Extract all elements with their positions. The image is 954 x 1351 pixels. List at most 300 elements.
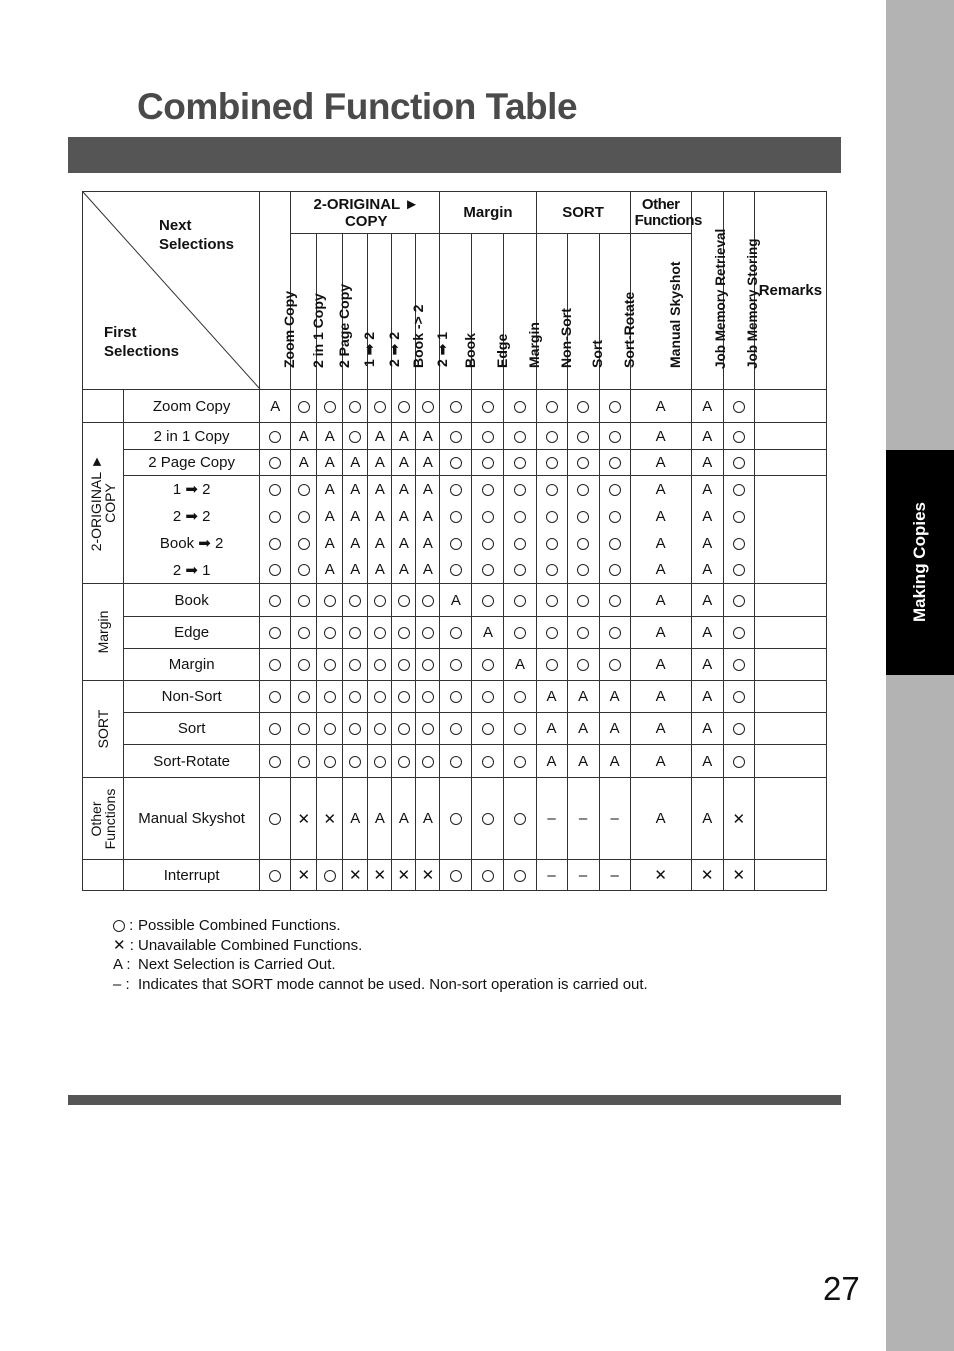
col-header-margin: Margin [504,234,536,390]
circle-icon [482,401,494,413]
table-cell: – [536,860,567,891]
bottom-rule [68,1095,841,1105]
circle-icon [374,627,386,639]
cross-icon: ✕ [297,810,311,828]
circle-icon [269,484,281,496]
row-label: Book ➡ 2 [124,530,260,557]
table-cell: – [567,778,599,860]
circle-icon [577,401,589,413]
legend-symbol: A : [113,956,131,973]
circle-icon [733,564,745,576]
circle-icon [349,595,361,607]
col-header-remarks: Remarks [754,192,826,390]
table-cell [317,745,343,778]
table-cell [472,390,504,423]
table-cell [567,617,599,649]
table-cell [343,390,368,423]
table-cell [504,584,536,617]
table-cell: – [599,860,630,891]
table-cell [567,557,599,584]
table-cell [291,503,317,530]
circle-icon [422,756,434,768]
table-cell [504,713,536,745]
table-cell: A [630,450,691,476]
table-cell: A [392,778,416,860]
row-label: Edge [124,617,260,649]
circle-icon [450,756,462,768]
col-header-sort: Sort [567,234,599,390]
row-group-blank [83,390,124,423]
row-label: Book [124,584,260,617]
table-corner [83,192,260,390]
circle-icon [577,431,589,443]
table-cell: – [567,860,599,891]
legend-symbol: ✕ : [113,936,134,954]
circle-icon [577,457,589,469]
circle-icon [546,538,558,550]
circle-icon [514,756,526,768]
page-number: 27 [823,1270,860,1307]
table-cell [291,649,317,681]
circle-icon [546,659,558,671]
circle-icon [450,723,462,735]
table-cell: A [567,681,599,713]
table-cell: A [392,557,416,584]
col-header-2page: 2 Page Copy [317,234,343,390]
circle-icon [577,595,589,607]
table-cell [504,617,536,649]
table-cell: A [416,778,440,860]
table-cell [567,390,599,423]
table-cell [291,681,317,713]
circle-icon [450,564,462,576]
table-cell [343,745,368,778]
table-cell [343,713,368,745]
table-cell: A [368,557,392,584]
legend [113,916,648,994]
table-cell [368,860,392,891]
table-row [83,713,827,745]
circle-icon [450,627,462,639]
circle-icon [398,401,410,413]
remarks-cell [754,860,826,891]
table-cell [599,649,630,681]
table-cell [536,530,567,557]
table-cell: A [440,584,472,617]
circle-icon [609,538,621,550]
table-cell: A [368,450,392,476]
table-cell [343,617,368,649]
table-cell: A [392,450,416,476]
table-cell: A [317,476,343,503]
circle-icon [374,756,386,768]
table-cell: A [317,450,343,476]
table-cell: A [343,450,368,476]
table-cell [291,713,317,745]
table-cell: A [630,745,691,778]
table-cell [472,745,504,778]
table-cell [472,860,504,891]
circle-icon [398,756,410,768]
circle-icon [298,627,310,639]
circle-icon [349,627,361,639]
table-cell [260,557,291,584]
table-cell [392,617,416,649]
circle-icon [450,401,462,413]
circle-icon [546,595,558,607]
circle-icon [546,457,558,469]
circle-icon [349,401,361,413]
table-cell [317,681,343,713]
circle-icon [269,813,281,825]
legend-text: Next Selection is Carried Out. [138,956,336,973]
row-label: Interrupt [124,860,260,891]
legend-item [113,936,648,956]
table-cell [504,745,536,778]
table-cell [260,649,291,681]
table-cell: A [567,713,599,745]
circle-icon [298,659,310,671]
circle-icon [298,756,310,768]
page-title: Combined Function Table [137,86,578,127]
circle-icon [733,627,745,639]
table-cell [440,503,472,530]
table-cell: A [504,649,536,681]
table-row [83,860,827,891]
table-cell [291,530,317,557]
table-cell [260,681,291,713]
table-cell [599,530,630,557]
col-header-1to2: 1 ➡ 2 [343,234,368,390]
table-cell: A [630,530,691,557]
table-cell: A [536,745,567,778]
row-group-margin: Margin [83,584,124,681]
circle-icon [609,431,621,443]
table-cell [472,778,504,860]
col-group-orig: 2-ORIGINAL ► COPY [291,192,440,234]
table-cell [343,649,368,681]
table-cell [368,584,392,617]
table-cell [472,681,504,713]
table-cell: A [416,450,440,476]
row-group-blank [83,860,124,891]
legend-text: Indicates that SORT mode cannot be used. Non-sort operation is carried out. [138,975,648,993]
section-tab [886,450,954,675]
circle-icon [482,511,494,523]
row-group-sort: SORT [83,681,124,778]
circle-icon [514,870,526,882]
circle-icon [374,691,386,703]
table-cell: A [630,557,691,584]
row-label: 2 in 1 Copy [124,423,260,450]
circle-icon [482,484,494,496]
cross-icon: ✕ [323,810,337,828]
table-cell: A [343,778,368,860]
table-cell [536,390,567,423]
cross-icon: ✕ [421,867,435,884]
title-band [68,137,841,173]
table-cell: A [317,503,343,530]
row-label: Sort [124,713,260,745]
circle-icon [733,511,745,523]
circle-icon [374,595,386,607]
remarks-cell [754,530,826,557]
circle-icon [546,564,558,576]
remarks-cell [754,503,826,530]
table-cell [392,649,416,681]
row-group-other: Other Functions [83,778,124,860]
circle-icon [422,401,434,413]
circle-icon [349,723,361,735]
circle-icon [733,484,745,496]
table-cell: A [599,681,630,713]
circle-icon [577,564,589,576]
circle-icon [269,564,281,576]
circle-icon [269,627,281,639]
row-label: 2 ➡ 1 [124,557,260,584]
legend-text: Unavailable Combined Functions. [138,936,363,954]
circle-icon [269,431,281,443]
table-cell: A [536,713,567,745]
table-cell [440,745,472,778]
table-cell [599,450,630,476]
table-row [83,617,827,649]
circle-icon [269,511,281,523]
table-cell: A [343,476,368,503]
col-header-zoom: Zoom Copy [260,192,291,390]
table-cell: A [691,503,723,530]
table-cell [536,503,567,530]
circle-icon [324,595,336,607]
table-cell: A [630,476,691,503]
circle-icon [450,659,462,671]
table-cell [440,681,472,713]
table-cell [472,476,504,503]
table-cell: A [291,450,317,476]
table-cell [723,713,754,745]
circle-icon [546,431,558,443]
table-cell: A [472,617,504,649]
table-cell: A [392,476,416,503]
table-cell: A [599,745,630,778]
table-cell [416,745,440,778]
table-cell: A [368,503,392,530]
table-cell [416,649,440,681]
table-cell: A [416,530,440,557]
table-cell: A [691,649,723,681]
table-cell [260,860,291,891]
table-cell [691,860,723,891]
circle-icon [298,484,310,496]
circle-icon [577,511,589,523]
table-cell [536,584,567,617]
circle-icon [577,538,589,550]
table-cell: A [260,390,291,423]
circle-icon [298,564,310,576]
table-cell: A [343,557,368,584]
table-cell: A [691,476,723,503]
table-cell [504,681,536,713]
circle-icon [398,659,410,671]
table-cell [368,713,392,745]
table-row [83,681,827,713]
legend-item [113,916,648,936]
table-cell [317,778,343,860]
circle-icon [609,401,621,413]
circle-icon [269,870,281,882]
table-cell [416,713,440,745]
table-cell [599,390,630,423]
table-cell: A [536,681,567,713]
table-cell: A [630,584,691,617]
row-label: 2 Page Copy [124,450,260,476]
circle-icon [269,756,281,768]
table-cell: A [691,713,723,745]
row-label: 2 ➡ 2 [124,503,260,530]
cross-icon: ✕ [113,936,126,954]
circle-icon [514,723,526,735]
circle-icon [324,756,336,768]
col-header-book: Book [440,234,472,390]
table-cell [440,530,472,557]
table-cell [536,476,567,503]
circle-icon [298,511,310,523]
col-header-job-storing: Job Memory Storing [723,192,754,390]
table-cell: A [368,778,392,860]
cross-icon: ✕ [397,867,411,884]
table-cell [416,681,440,713]
table-cell: A [691,681,723,713]
remarks-cell [754,423,826,450]
first-selections-label: First Selections [104,324,180,360]
table-cell [291,860,317,891]
combined-function-table [82,191,827,891]
table-cell: A [567,745,599,778]
table-cell [440,713,472,745]
circle-icon [349,431,361,443]
table-cell [504,450,536,476]
table-row [83,745,827,778]
table-cell [343,860,368,891]
col-header-2to2: 2 ➡ 2 [368,234,392,390]
table-row [83,557,827,584]
remarks-cell [754,713,826,745]
table-row [83,476,827,503]
circle-icon [422,595,434,607]
circle-icon [324,659,336,671]
table-cell [504,423,536,450]
table-cell [723,423,754,450]
table-cell [368,390,392,423]
table-cell [723,778,754,860]
table-cell: A [416,503,440,530]
table-cell [472,713,504,745]
circle-icon [450,511,462,523]
table-cell: A [317,557,343,584]
circle-icon [269,538,281,550]
circle-icon [482,813,494,825]
circle-icon [733,538,745,550]
table-cell [392,681,416,713]
table-cell [260,476,291,503]
table-cell: A [691,745,723,778]
table-cell: A [368,476,392,503]
circle-icon [609,564,621,576]
table-cell [291,778,317,860]
table-cell [392,584,416,617]
remarks-cell [754,778,826,860]
table-cell [472,423,504,450]
table-cell: A [691,557,723,584]
table-cell: A [343,530,368,557]
table-cell [343,584,368,617]
table-cell: A [691,530,723,557]
table-cell: A [392,503,416,530]
table-cell [317,713,343,745]
row-label: Margin [124,649,260,681]
table-cell [416,860,440,891]
table-cell [440,557,472,584]
table-cell [260,745,291,778]
circle-icon [450,813,462,825]
table-cell [536,649,567,681]
table-cell [723,681,754,713]
table-cell [723,390,754,423]
table-cell [567,423,599,450]
circle-icon [269,659,281,671]
circle-icon [269,723,281,735]
table-cell [416,617,440,649]
circle-icon [733,723,745,735]
table-cell: A [691,390,723,423]
circle-icon [609,457,621,469]
circle-icon [482,870,494,882]
remarks-cell [754,617,826,649]
circle-icon [514,457,526,469]
circle-icon [422,659,434,671]
col-group-margin: Margin [440,192,536,234]
table-cell: A [416,423,440,450]
remarks-cell [754,476,826,503]
table-cell: A [630,617,691,649]
table-row [83,649,827,681]
legend-text: Possible Combined Functions. [138,917,341,934]
table-cell [504,778,536,860]
table-cell [317,649,343,681]
circle-icon [450,457,462,469]
table-cell: A [392,530,416,557]
table-cell [343,681,368,713]
table-cell: A [317,530,343,557]
circle-icon [113,920,125,932]
table-cell [392,713,416,745]
table-cell: A [416,476,440,503]
circle-icon [450,538,462,550]
circle-icon [514,431,526,443]
circle-icon [269,691,281,703]
circle-icon [514,813,526,825]
table-cell [723,450,754,476]
table-cell: A [691,617,723,649]
circle-icon [733,595,745,607]
circle-icon [733,401,745,413]
table-cell [536,423,567,450]
legend-symbol: – : [113,975,130,993]
table-cell [567,503,599,530]
remarks-cell [754,557,826,584]
table-cell [291,390,317,423]
table-cell [536,557,567,584]
